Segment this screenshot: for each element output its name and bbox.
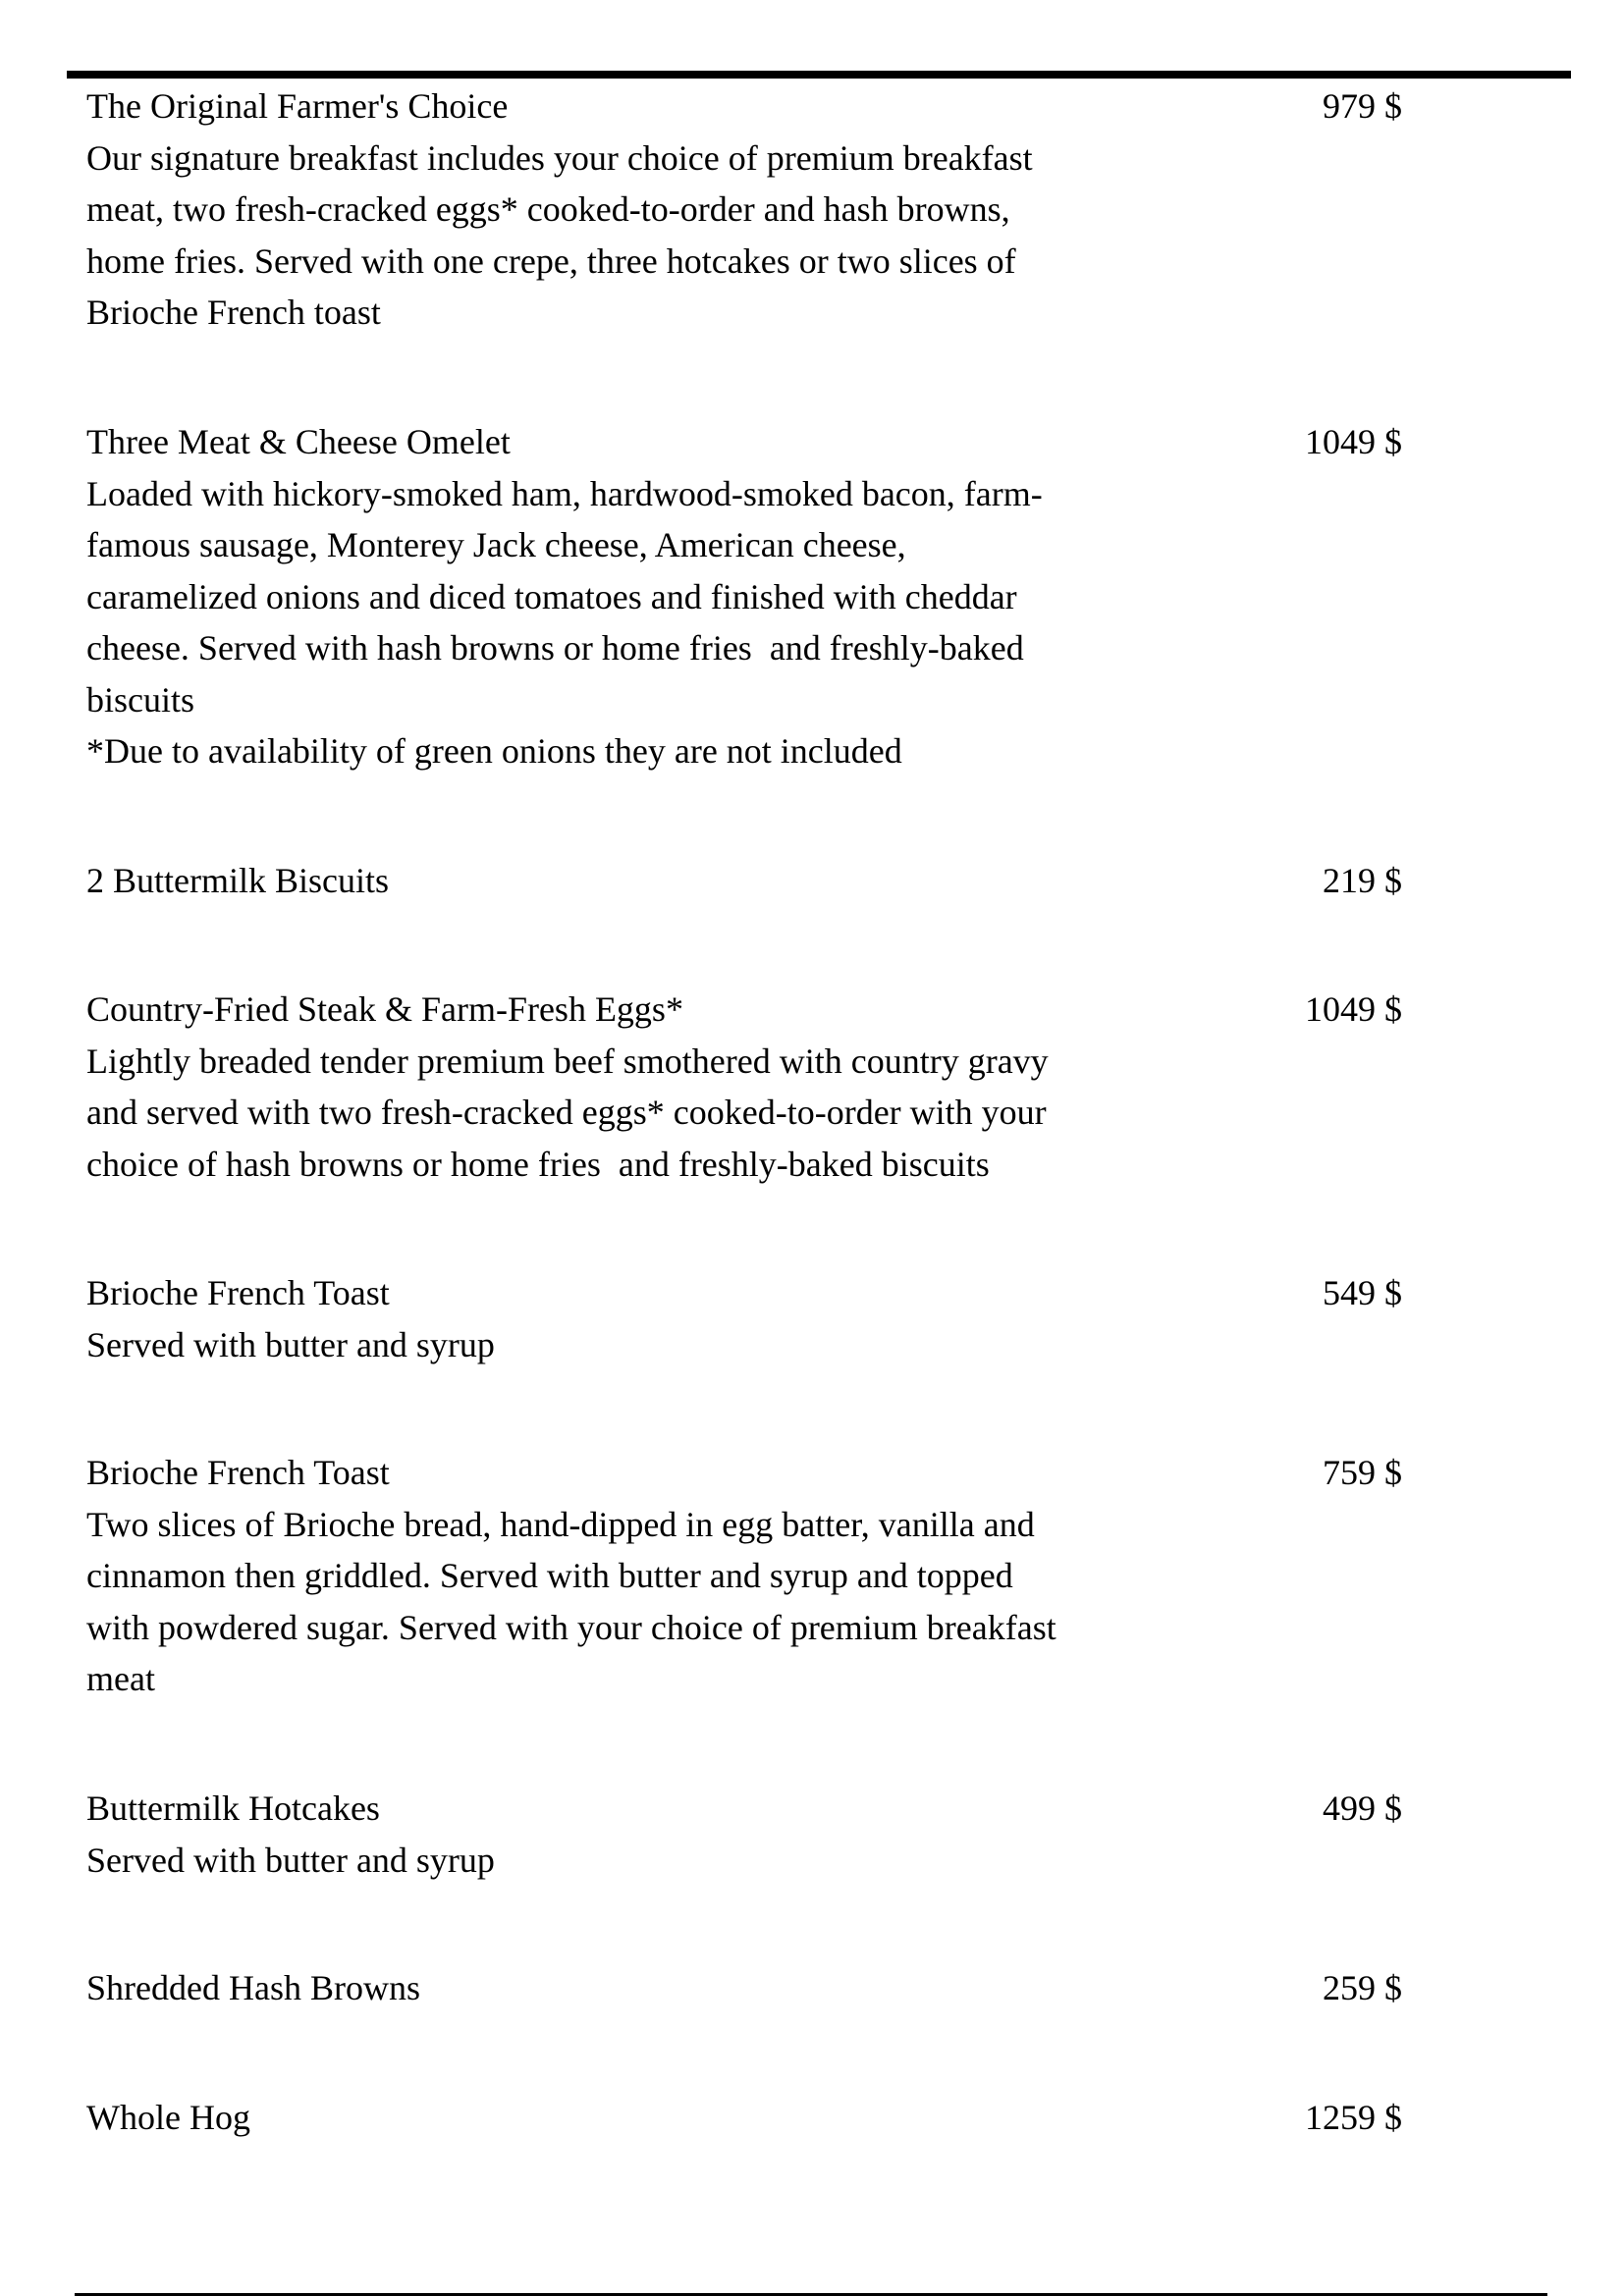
menu-item-price: 1049 $ [1305, 989, 1402, 1029]
menu-item-description: Served with butter and syrup [86, 1324, 495, 1364]
menu-item-price: 259 $ [1323, 1968, 1402, 2007]
menu-item [86, 1783, 1402, 1886]
menu-item-title: Three Meat & Cheese Omelet [86, 422, 511, 461]
menu-item-title: Buttermilk Hotcakes [86, 1789, 380, 1828]
menu-item-price: 1049 $ [1305, 422, 1402, 461]
menu-item-title: Shredded Hash Browns [86, 1968, 420, 2007]
menu-item [86, 416, 1402, 777]
menu-item-title: Whole Hog [86, 2098, 250, 2137]
menu-item-title: Brioche French Toast [86, 1453, 390, 1492]
menu-item-price: 499 $ [1323, 1789, 1402, 1828]
top-rule [67, 71, 1571, 79]
menu-item-price: 219 $ [1323, 861, 1402, 900]
menu-item [86, 855, 1402, 907]
menu-item-description: Loaded with hickory-smoked ham, hardwood-smoked bacon, farm- famous sausage, Monterey Jack cheese, American cheese, caramelized onions and diced tomatoes and finished with cheddar cheese. Served with hash browns or home fries and freshly-baked biscuits *Due to availability of green onions they are not included [86, 473, 1043, 771]
menu-item [86, 1447, 1402, 1705]
menu-item [86, 1267, 1402, 1370]
menu-item-title: The Original Farmer's Choice [86, 86, 509, 126]
menu-item-price: 1259 $ [1305, 2098, 1402, 2137]
menu-item-description: Lightly breaded tender premium beef smothered with country gravy and served with two fresh-cracked eggs* cooked-to-order with your choice of hash browns or home fries and freshly-baked biscuits [86, 1041, 1049, 1184]
menu-item-price: 549 $ [1323, 1273, 1402, 1312]
menu-item-title: Country-Fried Steak & Farm-Fresh Eggs* [86, 989, 683, 1029]
menu-item [86, 1962, 1402, 2014]
menu-item-description: Two slices of Brioche bread, hand-dipped in egg batter, vanilla and cinnamon then griddled. Served with butter and syrup and topped with powdered sugar. Served with your choice of premium breakfast meat [86, 1504, 1056, 1698]
menu-item-price: 759 $ [1323, 1453, 1402, 1492]
menu-item [86, 984, 1402, 1190]
menu-item-title: Brioche French Toast [86, 1273, 390, 1312]
menu-item [86, 2092, 1402, 2144]
menu-item-price: 979 $ [1323, 86, 1402, 126]
menu-item-description: Served with butter and syrup [86, 1840, 495, 1880]
menu-item-description: Our signature breakfast includes your choice of premium breakfast meat, two fresh-cracked eggs* cooked-to-order and hash browns, home fries. Served with one crepe, three hotcakes or two slices of Brioche French toast [86, 137, 1033, 332]
menu-item [86, 80, 1402, 339]
menu-item-title: 2 Buttermilk Biscuits [86, 861, 390, 900]
